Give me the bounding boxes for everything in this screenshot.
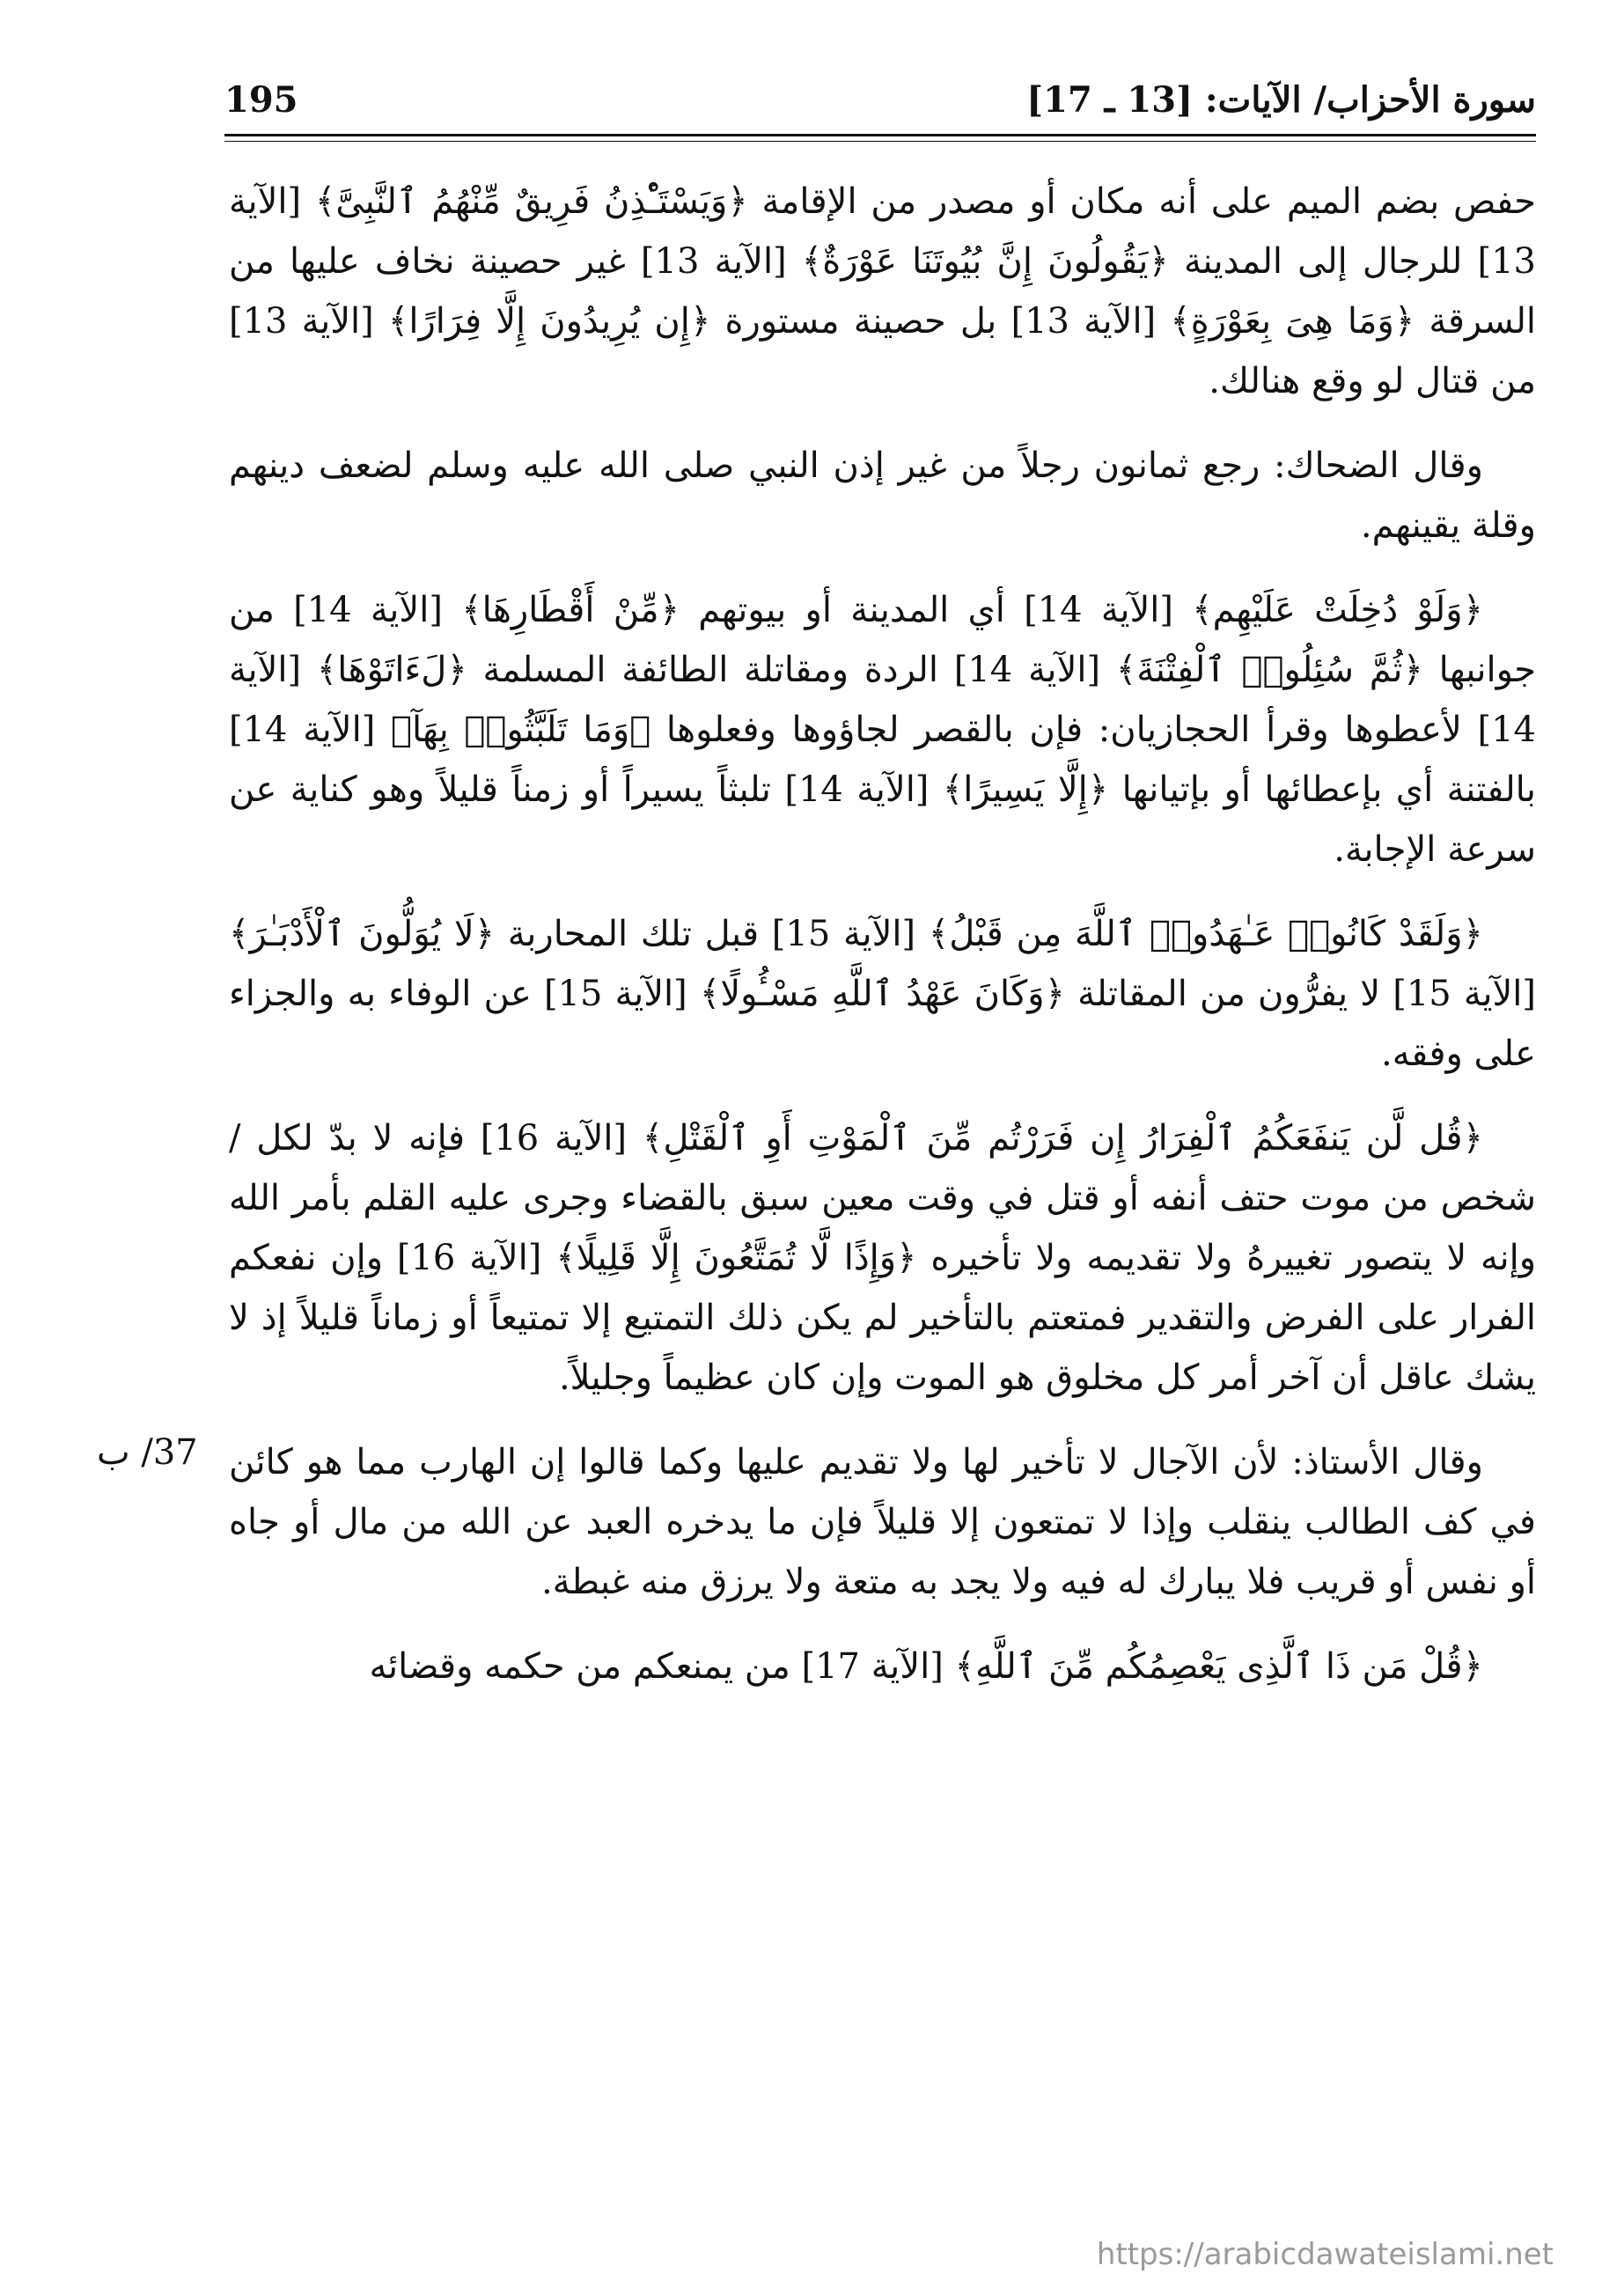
page-number: 195 — [224, 79, 298, 121]
watermark-url: https://arabicdawateislami.net — [1096, 2237, 1554, 2272]
paragraph: وقال الضحاك: رجع ثمانون رجلاً من غير إذن النبي صلى الله عليه وسلم لضعف دينهم وقلة يقينهم. — [229, 445, 1536, 546]
running-title: سورة الأحزاب/ الآيات: [13 ـ 17] — [1026, 79, 1536, 121]
paragraph: ﴿وَلَوْ دُخِلَتْ عَلَيْهِم﴾ [الآية 14] أي المدينة أو بيوتهم ﴿مِّنْ أَقْطَارِهَا﴾ [الآية 14] من جوانبها ﴿ثُمَّ سُئِلُوا۟ ٱلْفِتْنَةَ﴾ [الآية 14] الردة ومقاتلة الطائفة المسلمة ﴿لَءَاتَوْهَا﴾ [الآية 14] لأعطوها وقرأ الحجازيان: فإن بالقصر لجاؤوها وفعلوها ﴿وَمَا تَلَبَّثُوا۟ بِهَآ﴾ [الآية 14] بالفتنة أي بإعطائها أو بإتيانها ﴿إِلَّا يَسِيرًا﴾ [الآية 14] تلبثاً يسيراً أو زمناً قليلاً وهو كناية عن سرعة الإجابة. — [229, 590, 1537, 870]
page-header — [224, 70, 1536, 132]
header-rule-thin — [224, 141, 1536, 142]
header-rule — [224, 134, 1536, 136]
main-text — [229, 172, 1536, 1721]
paragraph: ﴿وَلَقَدْ كَانُوا۟ عَـٰهَدُوا۟ ٱللَّهَ مِن قَبْلُ﴾ [الآية 15] قبل تلك المحاربة ﴿لَا يُوَلُّونَ ٱلْأَدْبَـٰرَ﴾ [الآية 15] لا يفرُّون من المقاتلة ﴿وَكَانَ عَهْدُ ٱللَّهِ مَسْـُٔولًا﴾ [الآية 15] عن الوفاء به والجزاء على وفقه. — [229, 914, 1537, 1074]
paragraph: ﴿قُل لَّن يَنفَعَكُمُ ٱلْفِرَارُ إِن فَرَرْتُم مِّنَ ٱلْمَوْتِ أَوِ ٱلْقَتْلِ﴾ [الآية 16] فإنه لا بدّ لكل / شخص من موت حتف أنفه أو قتل في وقت معين سبق بالقضاء وجرى عليه القلم بأمر الله وإنه لا يتصور تغييرهُ ولا تقديمه ولا تأخيره ﴿وَإِذًا لَّا تُمَتَّعُونَ إِلَّا قَلِيلًا﴾ [الآية 16] وإن نفعكم الفرار على الفرض والتقدير فمتعتم بالتأخير لم يكن ذلك التمتيع إلا تمتيعاً أو زماناً قليلاً إذ لا يشك عاقل أن آخر أمر كل مخلوق هو الموت وإن كان عظيماً وجليلاً. — [229, 1118, 1537, 1398]
manuscript-folio-note: 37/ ب — [97, 1432, 198, 1473]
paragraph: ﴿قُلْ مَن ذَا ٱلَّذِى يَعْصِمُكُم مِّنَ ٱللَّهِ﴾ [الآية 17] من يمنعكم من حكمه وقضائه — [369, 1646, 1483, 1687]
paragraph: وقال الأستاذ: لأن الآجال لا تأخير لها ولا تقديم عليها وكما قالوا إن الهارب مما هو كائن في كف الطالب ينقلب وإذا لا تمتعون إلا قليلاً فإن ما يدخره العبد عن الله من مال أو جاه أو نفس أو قريب فلا يبارك له فيه ولا يجد به متعة ولا يرزق منه غبطة. — [229, 1442, 1536, 1602]
paragraph: حفص بضم الميم على أنه مكان أو مصدر من الإقامة ﴿وَيَسْتَـْٔذِنُ فَرِيقٌ مِّنْهُمُ ٱلنَّبِىَّ﴾ [الآية 13] للرجال إلى المدينة ﴿يَقُولُونَ إِنَّ بُيُوتَنَا عَوْرَةٌ﴾ [الآية 13] غير حصينة نخاف عليها من السرقة ﴿وَمَا هِىَ بِعَوْرَةٍ﴾ [الآية 13] بل حصينة مستورة ﴿إِن يُرِيدُونَ إِلَّا فِرَارًا﴾ [الآية 13] من قتال لو وقع هنالك. — [229, 181, 1536, 401]
